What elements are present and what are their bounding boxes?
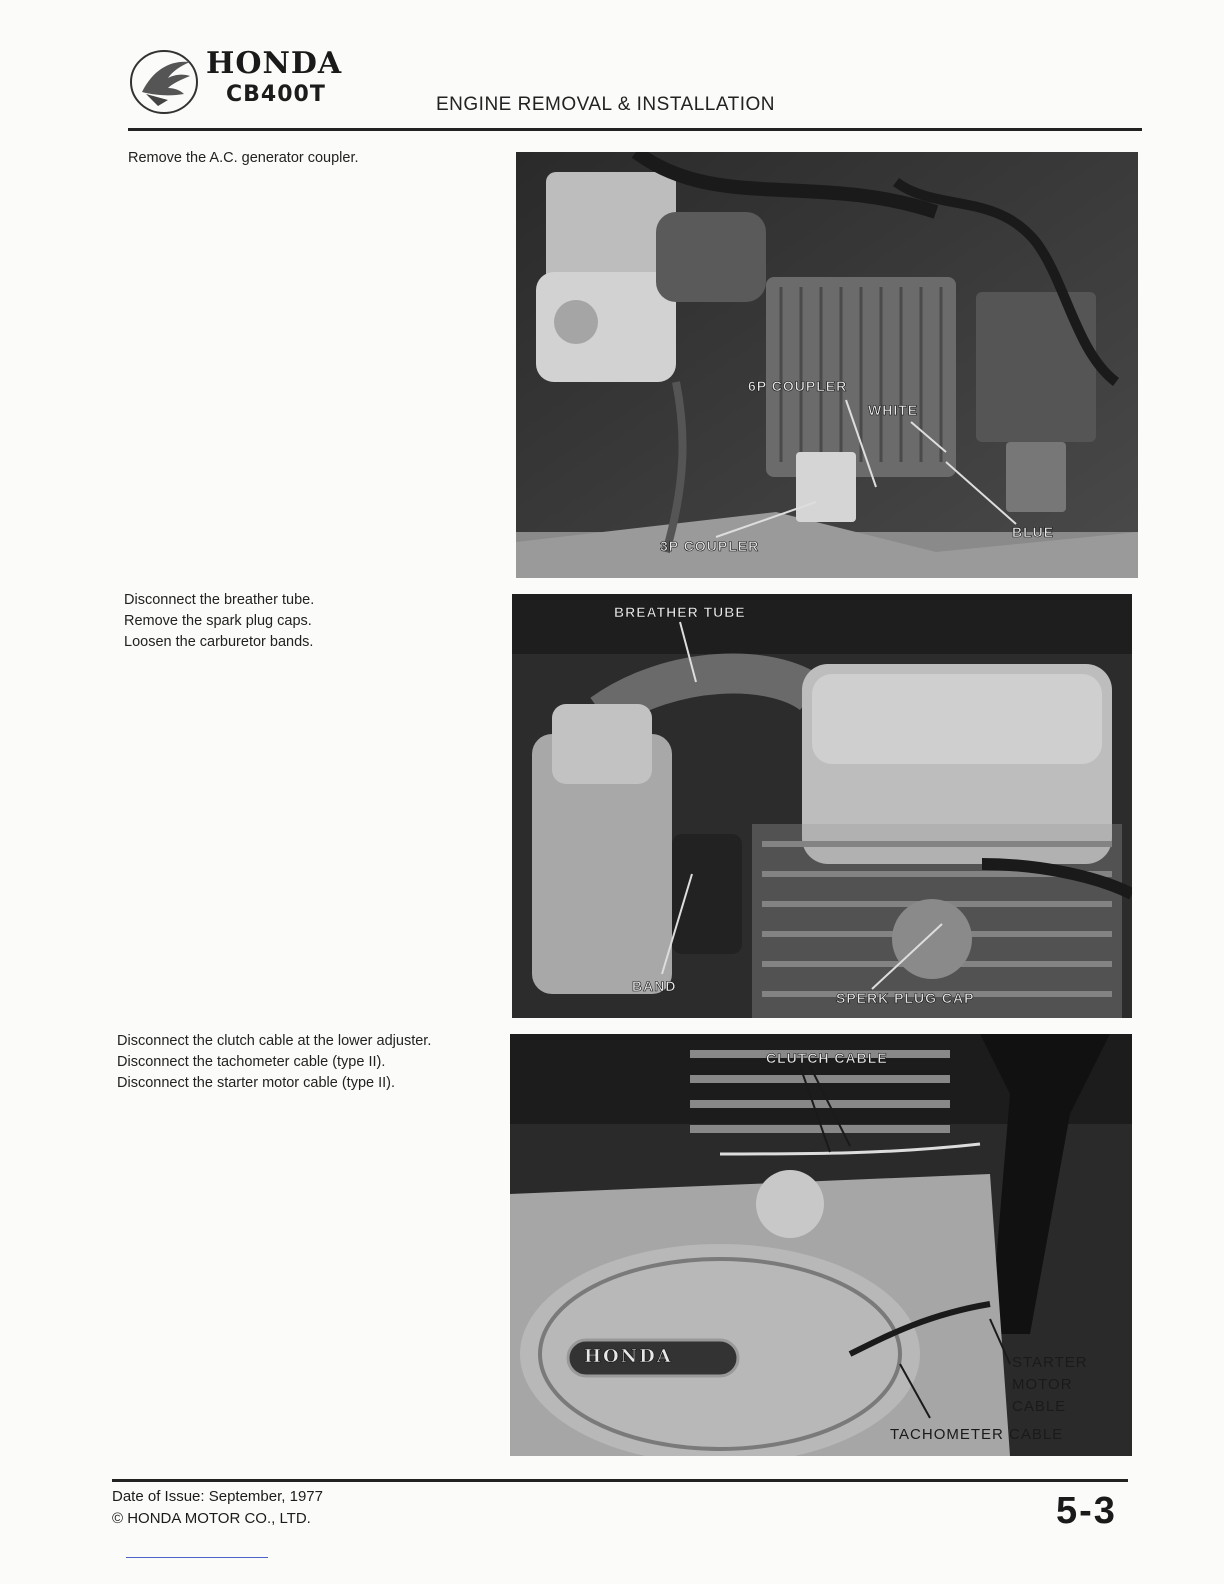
step-1-line: Remove the A.C. generator coupler. <box>128 150 359 166</box>
callout-white: WHITE <box>868 402 919 418</box>
photo-breather-tube-spark-plug <box>512 594 1132 1018</box>
callout-starter-line: CABLE <box>1012 1398 1067 1415</box>
issue-date: Date of Issue: September, 1977 <box>112 1488 323 1505</box>
callout-starter-line: MOTOR <box>1012 1376 1073 1393</box>
step-1-text <box>128 148 488 169</box>
copyright-notice: © HONDA MOTOR CO., LTD. <box>112 1510 311 1527</box>
step-2-text <box>124 590 484 653</box>
step-2-line: Disconnect the breather tube. <box>124 592 315 608</box>
footer-rule <box>112 1479 1128 1482</box>
photo-2-illustration <box>512 594 1132 1018</box>
honda-wing-logo-icon <box>128 48 200 116</box>
callout-starter-line: STARTER <box>1012 1354 1088 1371</box>
step-2-line: Remove the spark plug caps. <box>124 613 312 629</box>
callout-3p-coupler: 3P COUPLER <box>660 538 760 554</box>
callout-blue: BLUE <box>1012 524 1055 540</box>
callout-clutch-cable: CLUTCH CABLE <box>766 1050 888 1066</box>
step-3-line: Disconnect the starter motor cable (type II). <box>117 1075 396 1091</box>
callout-6p-coupler: 6P COUPLER <box>748 378 848 394</box>
photo-1-illustration <box>516 152 1138 578</box>
engine-cover-honda-badge: HONDA <box>584 1346 673 1367</box>
callout-band: BAND <box>632 978 677 994</box>
step-3-line: Disconnect the clutch cable at the lower adjuster. <box>117 1033 432 1049</box>
callout-starter-motor-cable <box>1012 1352 1088 1418</box>
underline-mark <box>126 1557 268 1558</box>
callout-tachometer-cable: TACHOMETER CABLE <box>890 1426 1064 1443</box>
step-3-text <box>117 1031 485 1094</box>
step-2-line: Loosen the carburetor bands. <box>124 634 314 650</box>
page-number: 5-3 <box>1056 1490 1117 1532</box>
callout-breather-tube: BREATHER TUBE <box>614 604 746 620</box>
step-3-line: Disconnect the tachometer cable (type II). <box>117 1054 386 1070</box>
photo-clutch-tachometer-cables <box>510 1034 1132 1456</box>
model-name: CB400T <box>226 82 326 107</box>
brand-name: HONDA <box>206 46 343 81</box>
callout-spark-plug-cap: SPERK PLUG CAP <box>836 990 975 1006</box>
header-rule <box>128 128 1142 131</box>
section-title: ENGINE REMOVAL & INSTALLATION <box>436 94 775 115</box>
photo-ac-generator-coupler <box>516 152 1138 578</box>
